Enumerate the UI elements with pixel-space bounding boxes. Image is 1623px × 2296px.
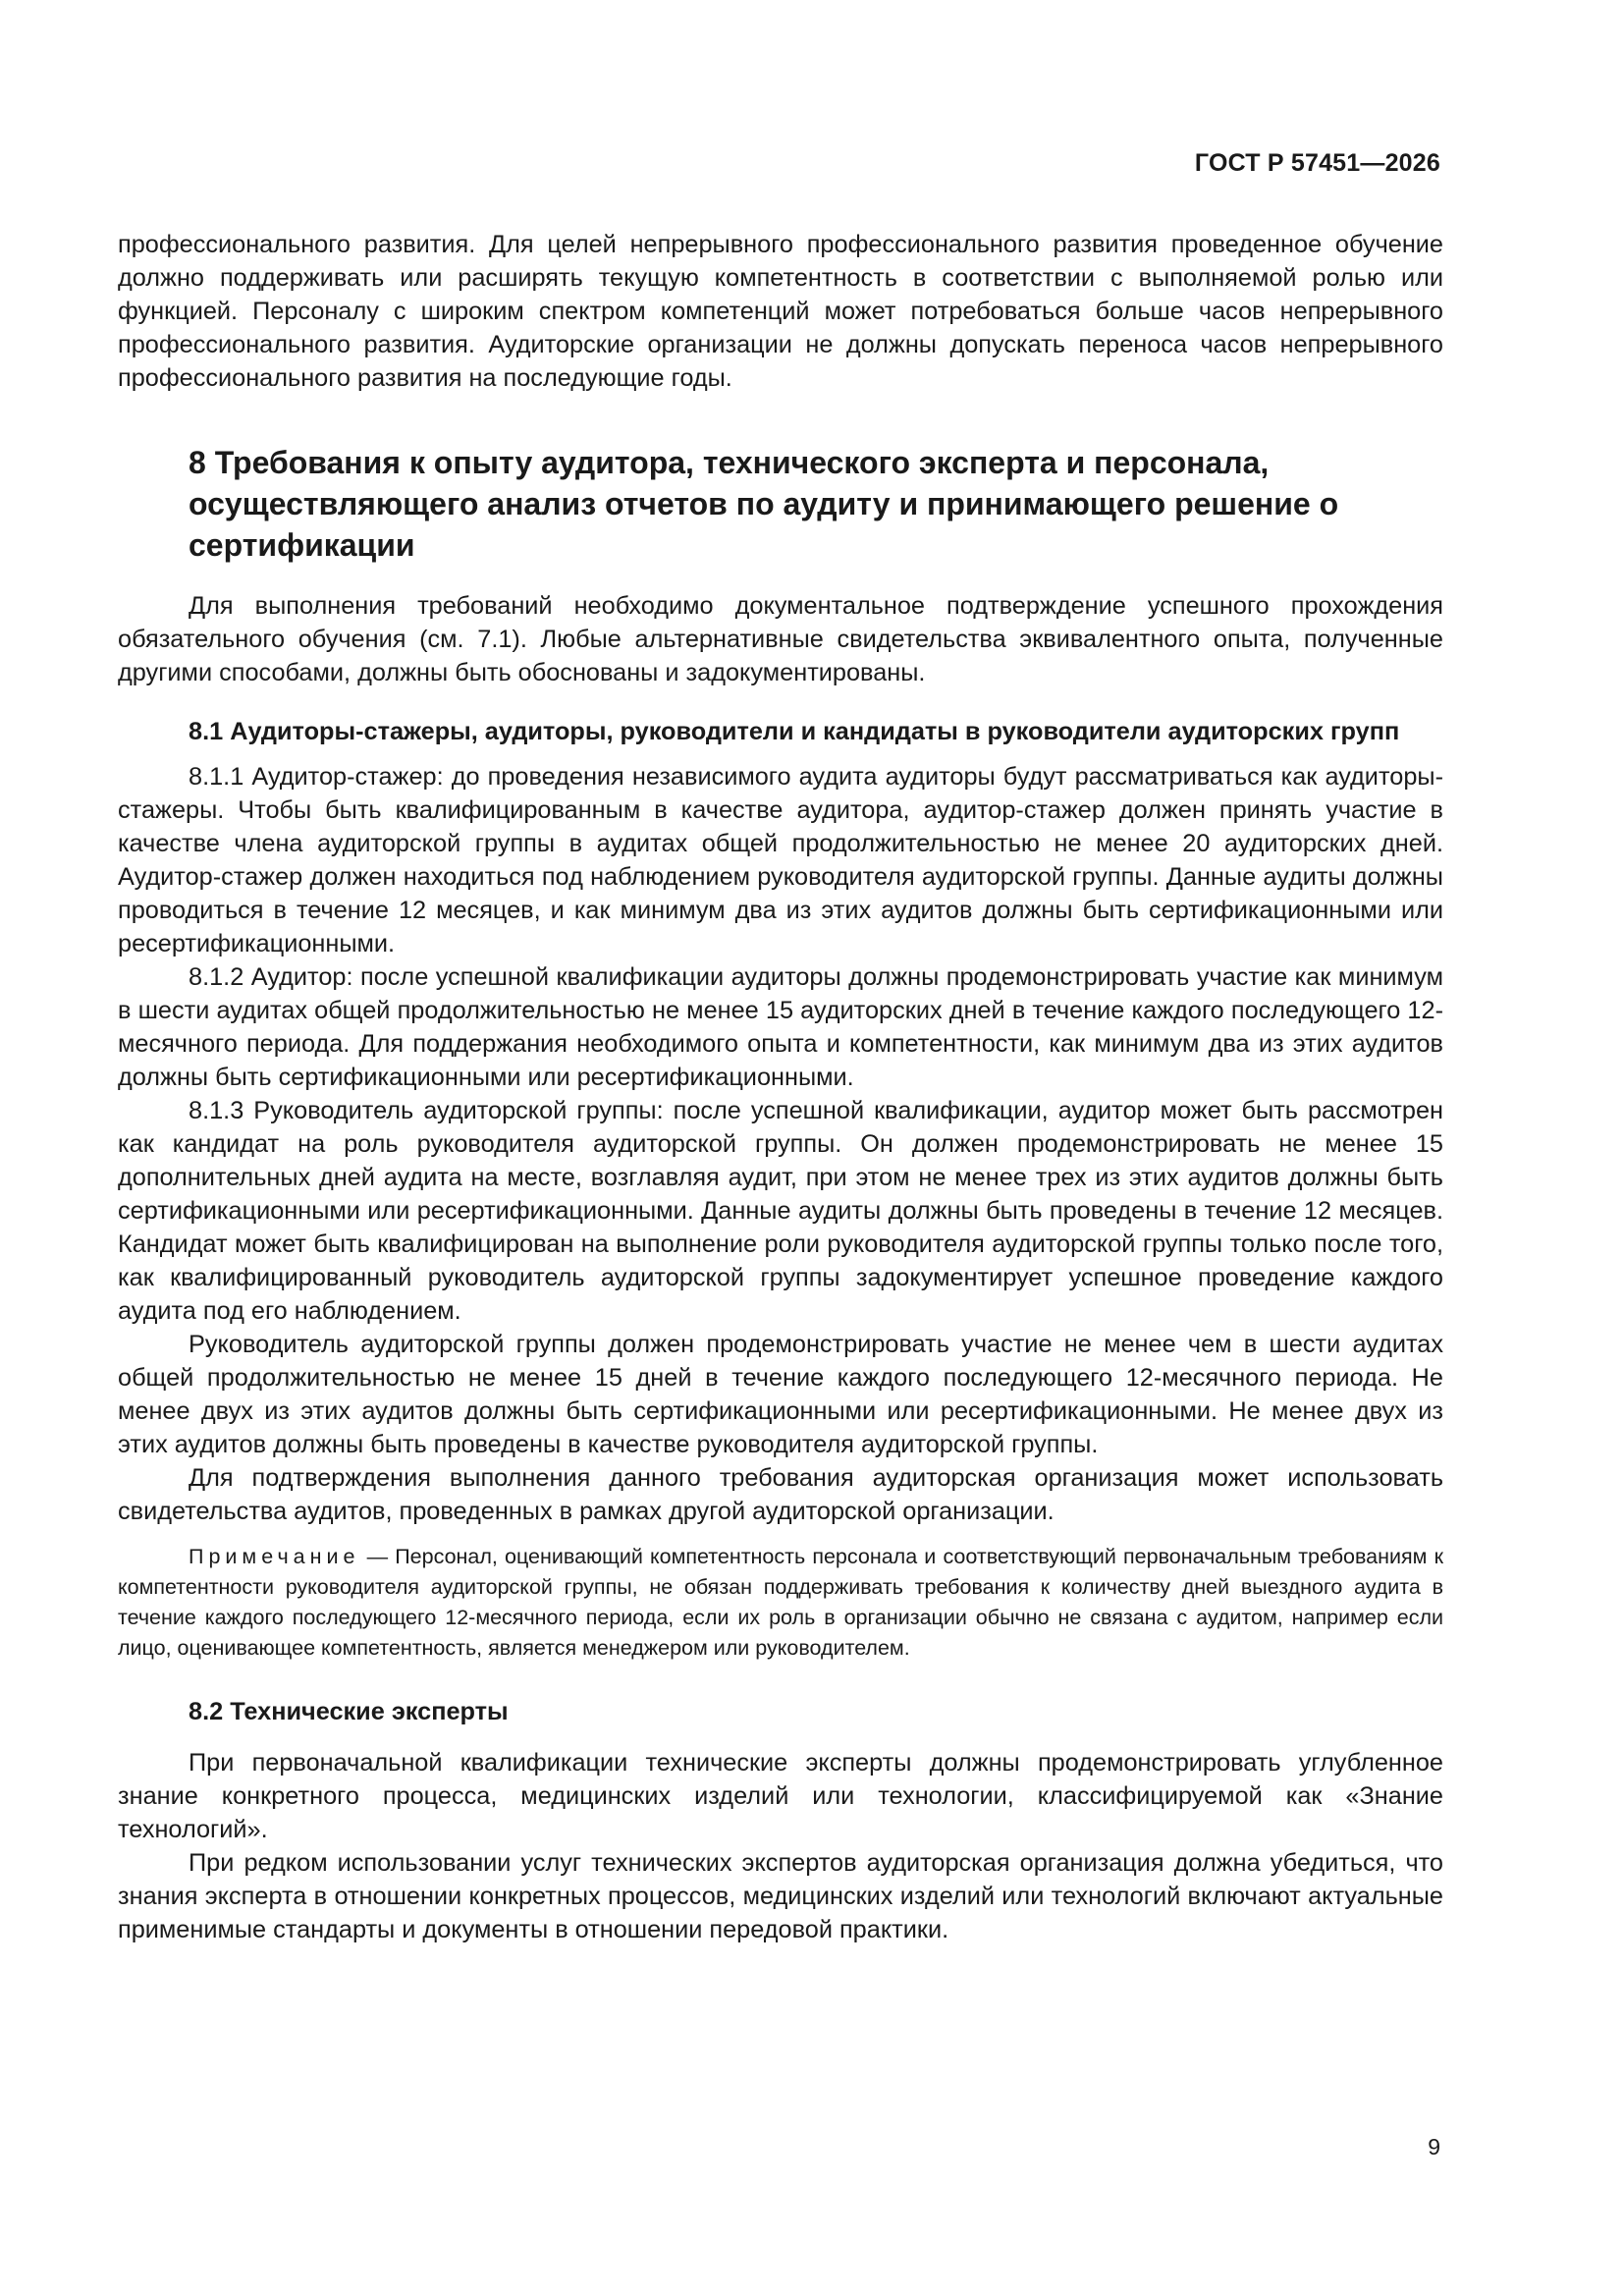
paragraph-8-1-3: 8.1.3 Руководитель аудиторской группы: после успешной квалификации, аудитор может быть рассмотрен как кандидат на роль руководителя аудиторской группы. Он должен продемонстрировать не менее 15 дополнительных дней аудита на месте, возглавляя аудит, при этом не менее трех из этих аудитов должны быть сертификационными или ресертификационными. Данные аудиты должны быть проведены в течение 12 месяцев. Кандидат может быть квалифицирован на выполнение роли руководителя аудиторской группы только после того, как квалифицированный руководитель аудиторской группы задокументирует успешное проведение каждого аудита под его наблюдением.	[118, 1097, 1443, 1325]
page-number: 9	[1428, 2134, 1440, 2159]
section-8-paragraph: Для выполнения требований необходимо документальное подтверждение успешного прохождения обязательного обучения (см. 7.1). Любые альтернативные свидетельства эквивалентного опыта, полученные другими способами, должны быть обоснованы и задокументированы.	[118, 592, 1443, 686]
note-label: Примечание	[189, 1545, 360, 1568]
paragraph-8-1-1: 8.1.1 Аудитор-стажер: до проведения независимого аудита аудиторы будут рассматриваться как аудиторы-стажеры. Чтобы быть квалифицированным в качестве аудитора, аудитор-стажер должен принять участие в качестве члена аудиторской группы в аудитах общей продолжительностью не менее 20 аудиторских дней. Аудитор-стажер должен находиться под наблюдением руководителя аудиторской группы. Данные аудиты должны проводиться в течение 12 месяцев, и как минимум два из этих аудитов должны быть сертификационными или ресертификационными.	[118, 763, 1443, 957]
intro-paragraph: профессионального развития. Для целей непрерывного профессионального развития проведенное обучение должно поддерживать или расширять текущую компетентность в соответствии с выполняемой ролью или функцией. Персоналу с широким спектром компетенций может потребоваться больше часов непрерывного профессионального развития. Аудиторские организации не должны допускать переноса часов непрерывного профессионального развития на последующие годы.	[118, 231, 1443, 392]
document-code: ГОСТ Р 57451—2026	[1194, 149, 1440, 177]
paragraph-evidence: Для подтверждения выполнения данного требования аудиторская организация может использовать свидетельства аудитов, проведенных в рамках другой аудиторской организации.	[118, 1464, 1443, 1525]
paragraph-8-2-rare: При редком использовании услуг технических экспертов аудиторская организация должна убедиться, что знания эксперта в отношении конкретных процессов, медицинских изделий или технологий включают актуальные применимые стандарты и документы в отношении передовой практики.	[118, 1849, 1443, 1943]
section-8-2-heading: 8.2 Технические эксперты	[189, 1698, 509, 1725]
section-8-1-heading: 8.1 Аудиторы-стажеры, аудиторы, руководители и кандидаты в руководители аудиторских групп	[189, 718, 1400, 745]
paragraph-8-2-initial: При первоначальной квалификации технические эксперты должны продемонстрировать углубленное знание конкретного процесса, медицинских изделий или технологии, классифицируемой как «Знание технологий».	[118, 1749, 1443, 1843]
document-body	[118, 228, 1443, 1946]
section-8-heading: 8 Требования к опыту аудитора, технического эксперта и персонала, осуществляющего анализ отчетов по аудиту и принимающего решение о сертификации	[189, 445, 1339, 563]
paragraph-team-leader: Руководитель аудиторской группы должен продемонстрировать участие не менее чем в шести аудитах общей продолжительностью не менее 15 дней в течение каждого последующего 12-месячного периода. Не менее двух из этих аудитов должны быть сертификационными или ресертификационными. Не менее двух из этих аудитов должны быть проведены в качестве руководителя аудиторской группы.	[118, 1331, 1443, 1458]
note-text: — Персонал, оценивающий компетентность персонала и соответствующий первоначальным требованиям к компетентности руководителя аудиторской группы, не обязан поддерживать требования к количеству дней выездного аудита в течение каждого последующего 12-месячного периода, если их роль в организации обычно не связана с аудитом, например если лицо, оценивающее компетентность, является менеджером или руководителем.	[118, 1545, 1443, 1660]
paragraph-8-1-2: 8.1.2 Аудитор: после успешной квалификации аудиторы должны продемонстрировать участие как минимум в шести аудитах общей продолжительностью не менее 15 аудиторских дней в течение каждого последующего 12-месячного периода. Для поддержания необходимого опыта и компетентности, как минимум два из этих аудитов должны быть сертификационными или ресертификационными.	[118, 963, 1443, 1091]
note	[118, 1542, 1443, 1664]
